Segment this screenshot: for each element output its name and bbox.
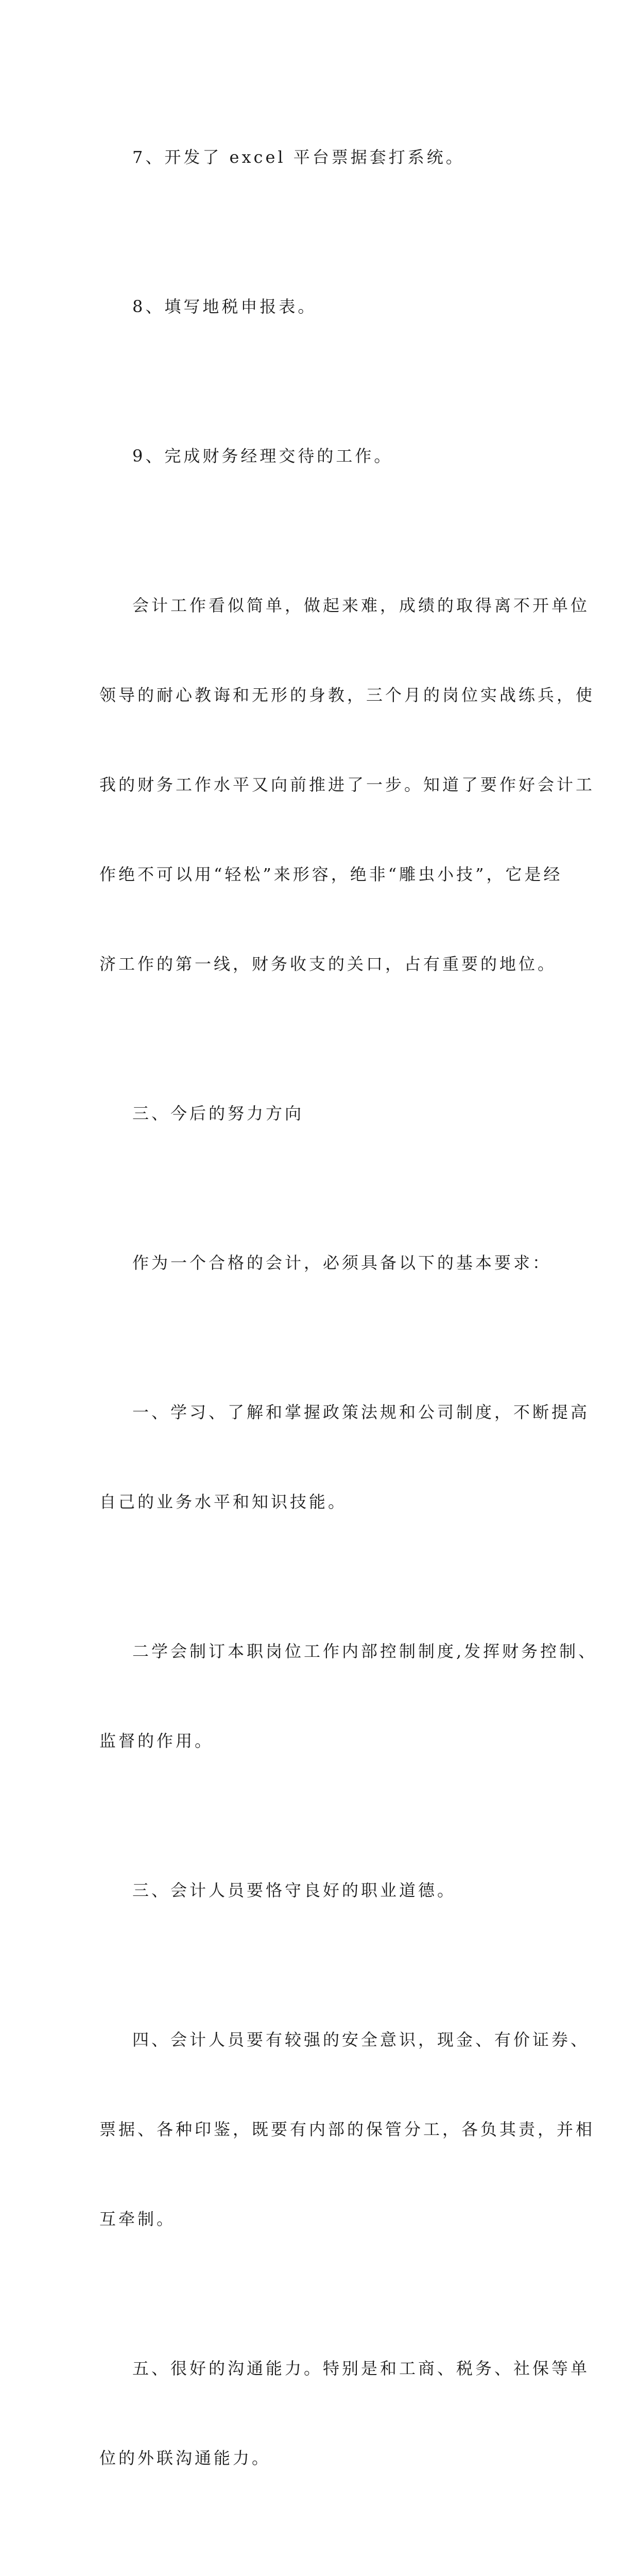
text-line: 四、会计人员要有较强的安全意识，现金、有价证券、: [132, 2030, 590, 2049]
text-line: 我的财务工作水平又向前推进了一步。知道了要作好会计工: [99, 775, 595, 794]
text-line: 一、学习、了解和掌握政策法规和公司制度，不断提高: [132, 1402, 590, 1422]
paragraph-requirement-5: [99, 2294, 590, 2533]
text-line: 三、今后的努力方向: [132, 1104, 304, 1123]
text-line: 位的外联沟通能力。: [99, 2448, 271, 2468]
paragraph-item-9: [99, 381, 547, 531]
paragraph-requirement-1: [99, 1337, 590, 1577]
paragraph-item-8: [99, 232, 547, 381]
text-line: 7、开发了 excel 平台票据套打系统。: [132, 147, 465, 167]
text-line: 领导的耐心教诲和无形的身教，三个月的岗位实战练兵，使: [99, 685, 595, 705]
text-line: 二学会制订本职岗位工作内部控制制度,发挥财务控制、: [132, 1641, 598, 1661]
section-heading-future-direction: [99, 1039, 547, 1188]
text-line: 作为一个合格的会计，必须具备以下的基本要求：: [132, 1253, 552, 1273]
text-line: 8、填写地税申报表。: [132, 297, 317, 316]
text-line: 票据、各种印鉴，既要有内部的保管分工，各负其责，并相: [99, 2120, 595, 2139]
document-body: [99, 82, 598, 2576]
paragraph-requirement-3: [99, 1816, 547, 1965]
text-line: 作绝不可以用“轻松”来形容，绝非“雕虫小技”，它是经: [99, 865, 563, 884]
paragraph-requirement-4: [99, 1965, 595, 2294]
text-line: 互牵制。: [99, 2209, 176, 2229]
text-line: 会计工作看似简单，做起来难，成绩的取得离不开单位: [132, 596, 590, 615]
paragraph-item-7: [99, 82, 547, 232]
text-line: 济工作的第一线，财务收支的关口，占有重要的地位。: [99, 954, 557, 974]
text-line: 五、很好的沟通能力。特别是和工商、税务、社保等单: [132, 2359, 590, 2378]
text-line: 9、完成财务经理交待的工作。: [132, 446, 393, 466]
paragraph-accounting-work: [99, 531, 595, 1039]
paragraph-requirement-2: [99, 1577, 598, 1816]
paragraph-conclusion: [99, 2533, 547, 2576]
text-line: 自己的业务水平和知识技能。: [99, 1492, 348, 1512]
text-line: 三、会计人员要恪守良好的职业道德。: [132, 1880, 457, 1900]
text-line: 监督的作用。: [99, 1731, 214, 1751]
paragraph-requirements-intro: [99, 1188, 552, 1337]
